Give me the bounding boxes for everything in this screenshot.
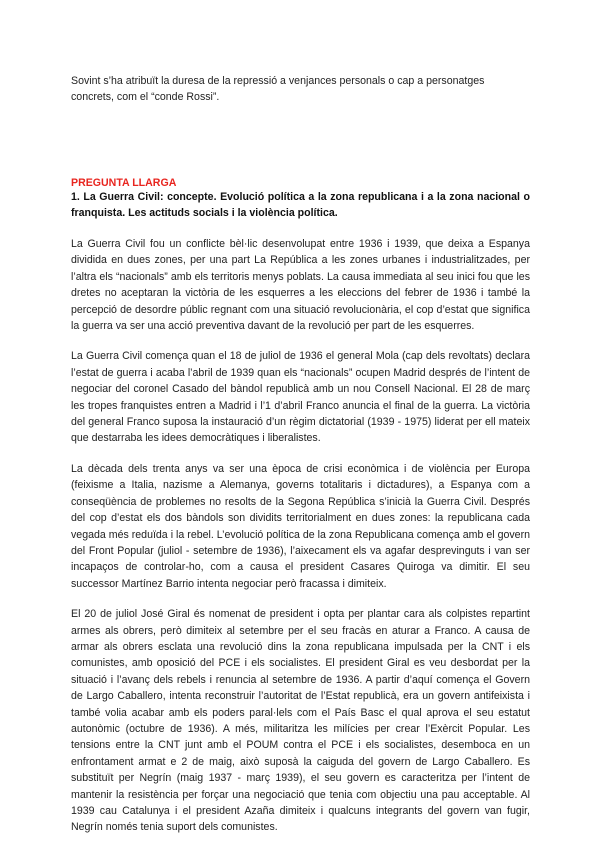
body-paragraph: La Guerra Civil comença quan el 18 de juliol de 1936 el general Mola (cap dels revoltats) declara l’estat de guerra i acaba l’abril de 1939 quan els “nacionals” ocupen Madrid després de l’intent de negociar del coronel Casado del bàndol republicà amb un nou Consell Nacional. El 28 de març les tropes franquistes entren a Madrid i l’1 d’abril Franco anuncia el final de la guerra. La victòria del general Franco suposa la instauració d’un règim dictatorial (1939 - 1975) liderat per ell mateix que destarraba les idees democràtiques i liberalistes.: [71, 350, 530, 445]
question-label: PREGUNTA LLARGA: [71, 177, 177, 189]
long-question-section: [71, 176, 530, 850]
question-title: 1. La Guerra Civil: concepte. Evolució política a la zona republicana i a la zona nacional o franquista. Les actituds socials i la violència política.: [71, 191, 530, 219]
body-paragraph: La dècada dels trenta anys va ser una època de crisi econòmica i de violència per Europa (feixisme a Italia, nazisme a Alemanya, governs totalitaris i dictadures), a Espanya com a conseqüència de problemes no resolts de la Segona República s’inicià la Guerra Civil. Després del cop d’estat els dos bàndols son dividits territorialment en dues zones: la republicana cada vegada més reduïda i la rebel. L’evolució política de la zona Republicana comença amb el govern del Front Popular (juliol - setembre de 1936), l’aixecament els va agafar desprevinguts i van ser incapaços de controlar-ho, com a causa el president Casares Quiroga va dimitir. El seu successor Martínez Barrio intenta negociar però fracassa i dimiteix.: [71, 462, 530, 590]
intro-paragraph: Sovint s’ha atribuït la duresa de la repressió a venjances personals o cap a personatges concrets, com el “conde Rossi”.: [71, 75, 485, 103]
body-paragraph: El 20 de juliol José Giral és nomenat de president i opta per plantar cara als colpistes repartint armes als obrers, però dimiteix al setembre per el seu fracàs en aturar a Franco. A causa de armar als obrers esclata una revolució dins la zona republicana impulsada per la CNT i els comunistes, amb oposició del PCE i els socialistes. El president Giral es veu desbordat per la situació i l’avanç dels rebels i renuncia al setembre de 1936. A partir d’aquí comença el Govern de Largo Caballero, intenta reconstruir l’autoritat de l’Estat republicà, era un govern antifeixista i també volia acabar amb els poders paral·lels com el País Basc el qual aprova el seu estatut autonòmic (octubre de 1936). A més, militaritza les milícies per crear l’Exèrcit Popular. Les tensions entre la CNT junt amb el POUM contra el PCE i els socialistes, desemboca en un enfrontament armat e 2 de maig, això suposà la caiguda del govern de Largo Caballero. Es substituït per Negrín (maig 1937 - març 1939), el seu govern es caracteritza per l’intent de mantenir la resistència per forçar una negociació que tenia com objectiu una pau acceptable. Al 1939 cau Catalunya i el president Azaña dimiteix i qualcuns integrants del govern van fugir, Negrín només tenia suport dels comunistes.: [71, 608, 530, 834]
body-paragraph: La Guerra Civil fou un conflicte bèl·lic desenvolupat entre 1936 i 1939, que deixa a Espanya dividida en dues zones, per una part La República a les zones urbanes i industrialitzades, per l’altra els “nacionals” amb els territoris menys poblats. La causa immediata al seu inici fou que les dretes no aceptaran la victòria de les esquerres a les eleccions del febrer de 1936 i també la percepció de desordre públic regnant com una situació revolucionària, el cop d’estat que significa la guerra va ser una acció preventiva davant de la revolució per part de les esquerres.: [71, 238, 530, 333]
